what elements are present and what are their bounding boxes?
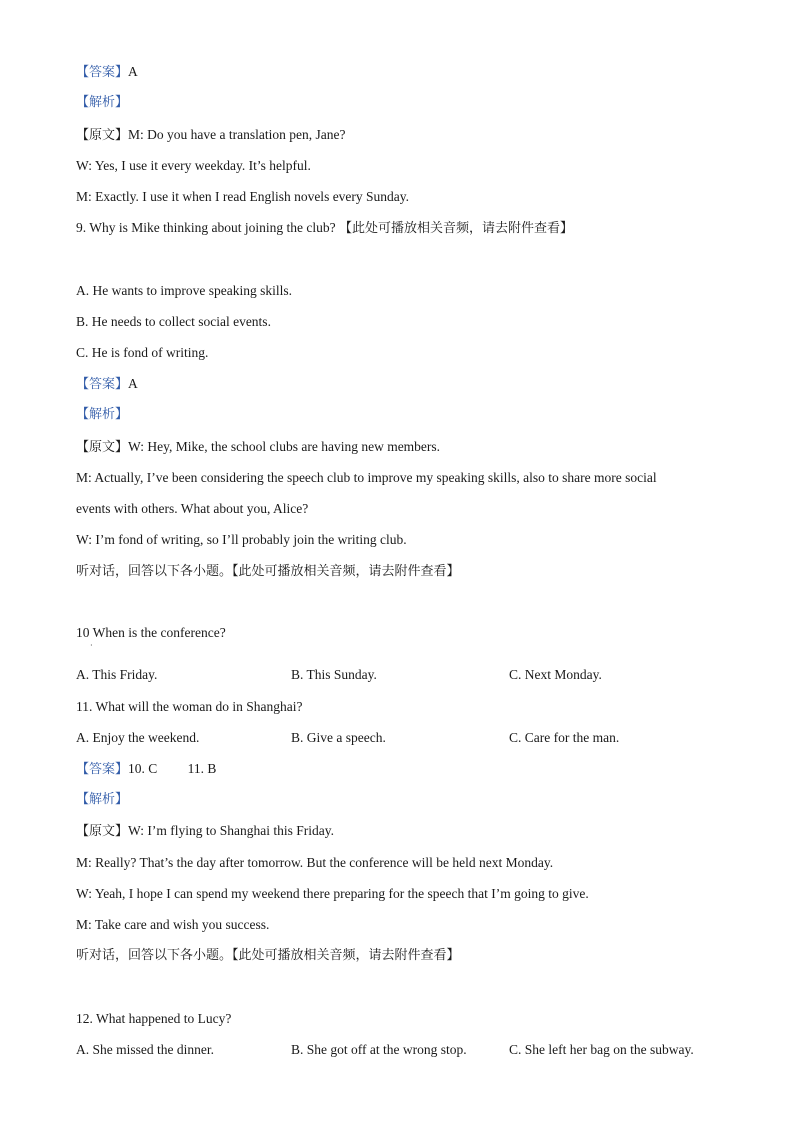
dialogue-instruction[interactable]: 听对话，回答以下各小题。【此处可播放相关音频，请去附件查看】: [76, 948, 460, 963]
transcript-line: [76, 822, 334, 841]
transcript-line: W: Yes, I use it every weekday. It’s helpful.: [76, 158, 311, 173]
transcript-line: M: Exactly. I use it when I read English novels every Sunday.: [76, 189, 410, 204]
question-11: 11. What will the woman do in Shanghai?: [76, 699, 303, 714]
option-c: C. She left her bag on the subway.: [509, 1042, 694, 1057]
question-text: 9. Why is Mike thinking about joining the club?: [76, 220, 339, 235]
transcript-line: M: Take care and wish you success.: [76, 917, 270, 932]
answer-tag: 【答案】: [76, 65, 129, 80]
transcript-line: [76, 438, 440, 457]
answer-tag: 【答案】: [76, 377, 129, 392]
question-9: [76, 219, 573, 238]
transcript-text: W: I’m flying to Shanghai this Friday.: [128, 823, 334, 838]
option-a: A. He wants to improve speaking skills.: [76, 283, 292, 298]
transcript-text: M: Do you have a translation pen, Jane?: [128, 127, 346, 142]
answer-value: 10. C 11. B: [128, 761, 217, 776]
analysis-heading: 【解析】: [76, 95, 129, 110]
option-b: B. She got off at the wrong stop.: [291, 1042, 467, 1057]
answer-value: A: [128, 376, 138, 391]
transcript-line: [76, 126, 345, 145]
option-a: A. She missed the dinner.: [76, 1042, 214, 1057]
option-a: A. This Friday.: [76, 667, 158, 682]
option-b: B. This Sunday.: [291, 667, 377, 682]
question-12: 12. What happened to Lucy?: [76, 1011, 232, 1026]
original-tag: 【原文】: [76, 440, 129, 455]
answer-value: A: [128, 64, 138, 79]
transcript-line: events with others. What about you, Alice?: [76, 501, 309, 516]
transcript-line: W: Yeah, I hope I can spend my weekend there preparing for the speech that I’m going to give.: [76, 886, 589, 901]
transcript-line: M: Actually, I’ve been considering the speech club to improve my speaking skills, also to share more social: [76, 470, 657, 485]
analysis-heading: 【解析】: [76, 407, 129, 422]
original-tag: 【原文】: [76, 824, 129, 839]
analysis-heading: 【解析】: [76, 792, 129, 807]
small-dot: ·: [90, 641, 93, 650]
answer-tag: 【答案】: [76, 762, 129, 777]
transcript-line: M: Really? That’s the day after tomorrow. But the conference will be held next Monday.: [76, 855, 554, 870]
audio-note[interactable]: 【此处可播放相关音频，请去附件查看】: [338, 221, 573, 236]
original-tag: 【原文】: [76, 128, 129, 143]
transcript-line: W: I’m fond of writing, so I’ll probably join the writing club.: [76, 532, 407, 547]
answer-line: [76, 63, 138, 82]
answer-line: [76, 760, 216, 779]
option-c: C. He is fond of writing.: [76, 345, 209, 360]
transcript-text: W: Hey, Mike, the school clubs are having new members.: [128, 439, 441, 454]
option-c: C. Care for the man.: [509, 730, 620, 745]
question-10: 10 When is the conference?: [76, 625, 226, 640]
option-c: C. Next Monday.: [509, 667, 602, 682]
option-b: B. He needs to collect social events.: [76, 314, 271, 329]
option-b: B. Give a speech.: [291, 730, 386, 745]
answer-line: [76, 375, 138, 394]
dialogue-instruction[interactable]: 听对话，回答以下各小题。【此处可播放相关音频，请去附件查看】: [76, 564, 460, 579]
option-a: A. Enjoy the weekend.: [76, 730, 200, 745]
